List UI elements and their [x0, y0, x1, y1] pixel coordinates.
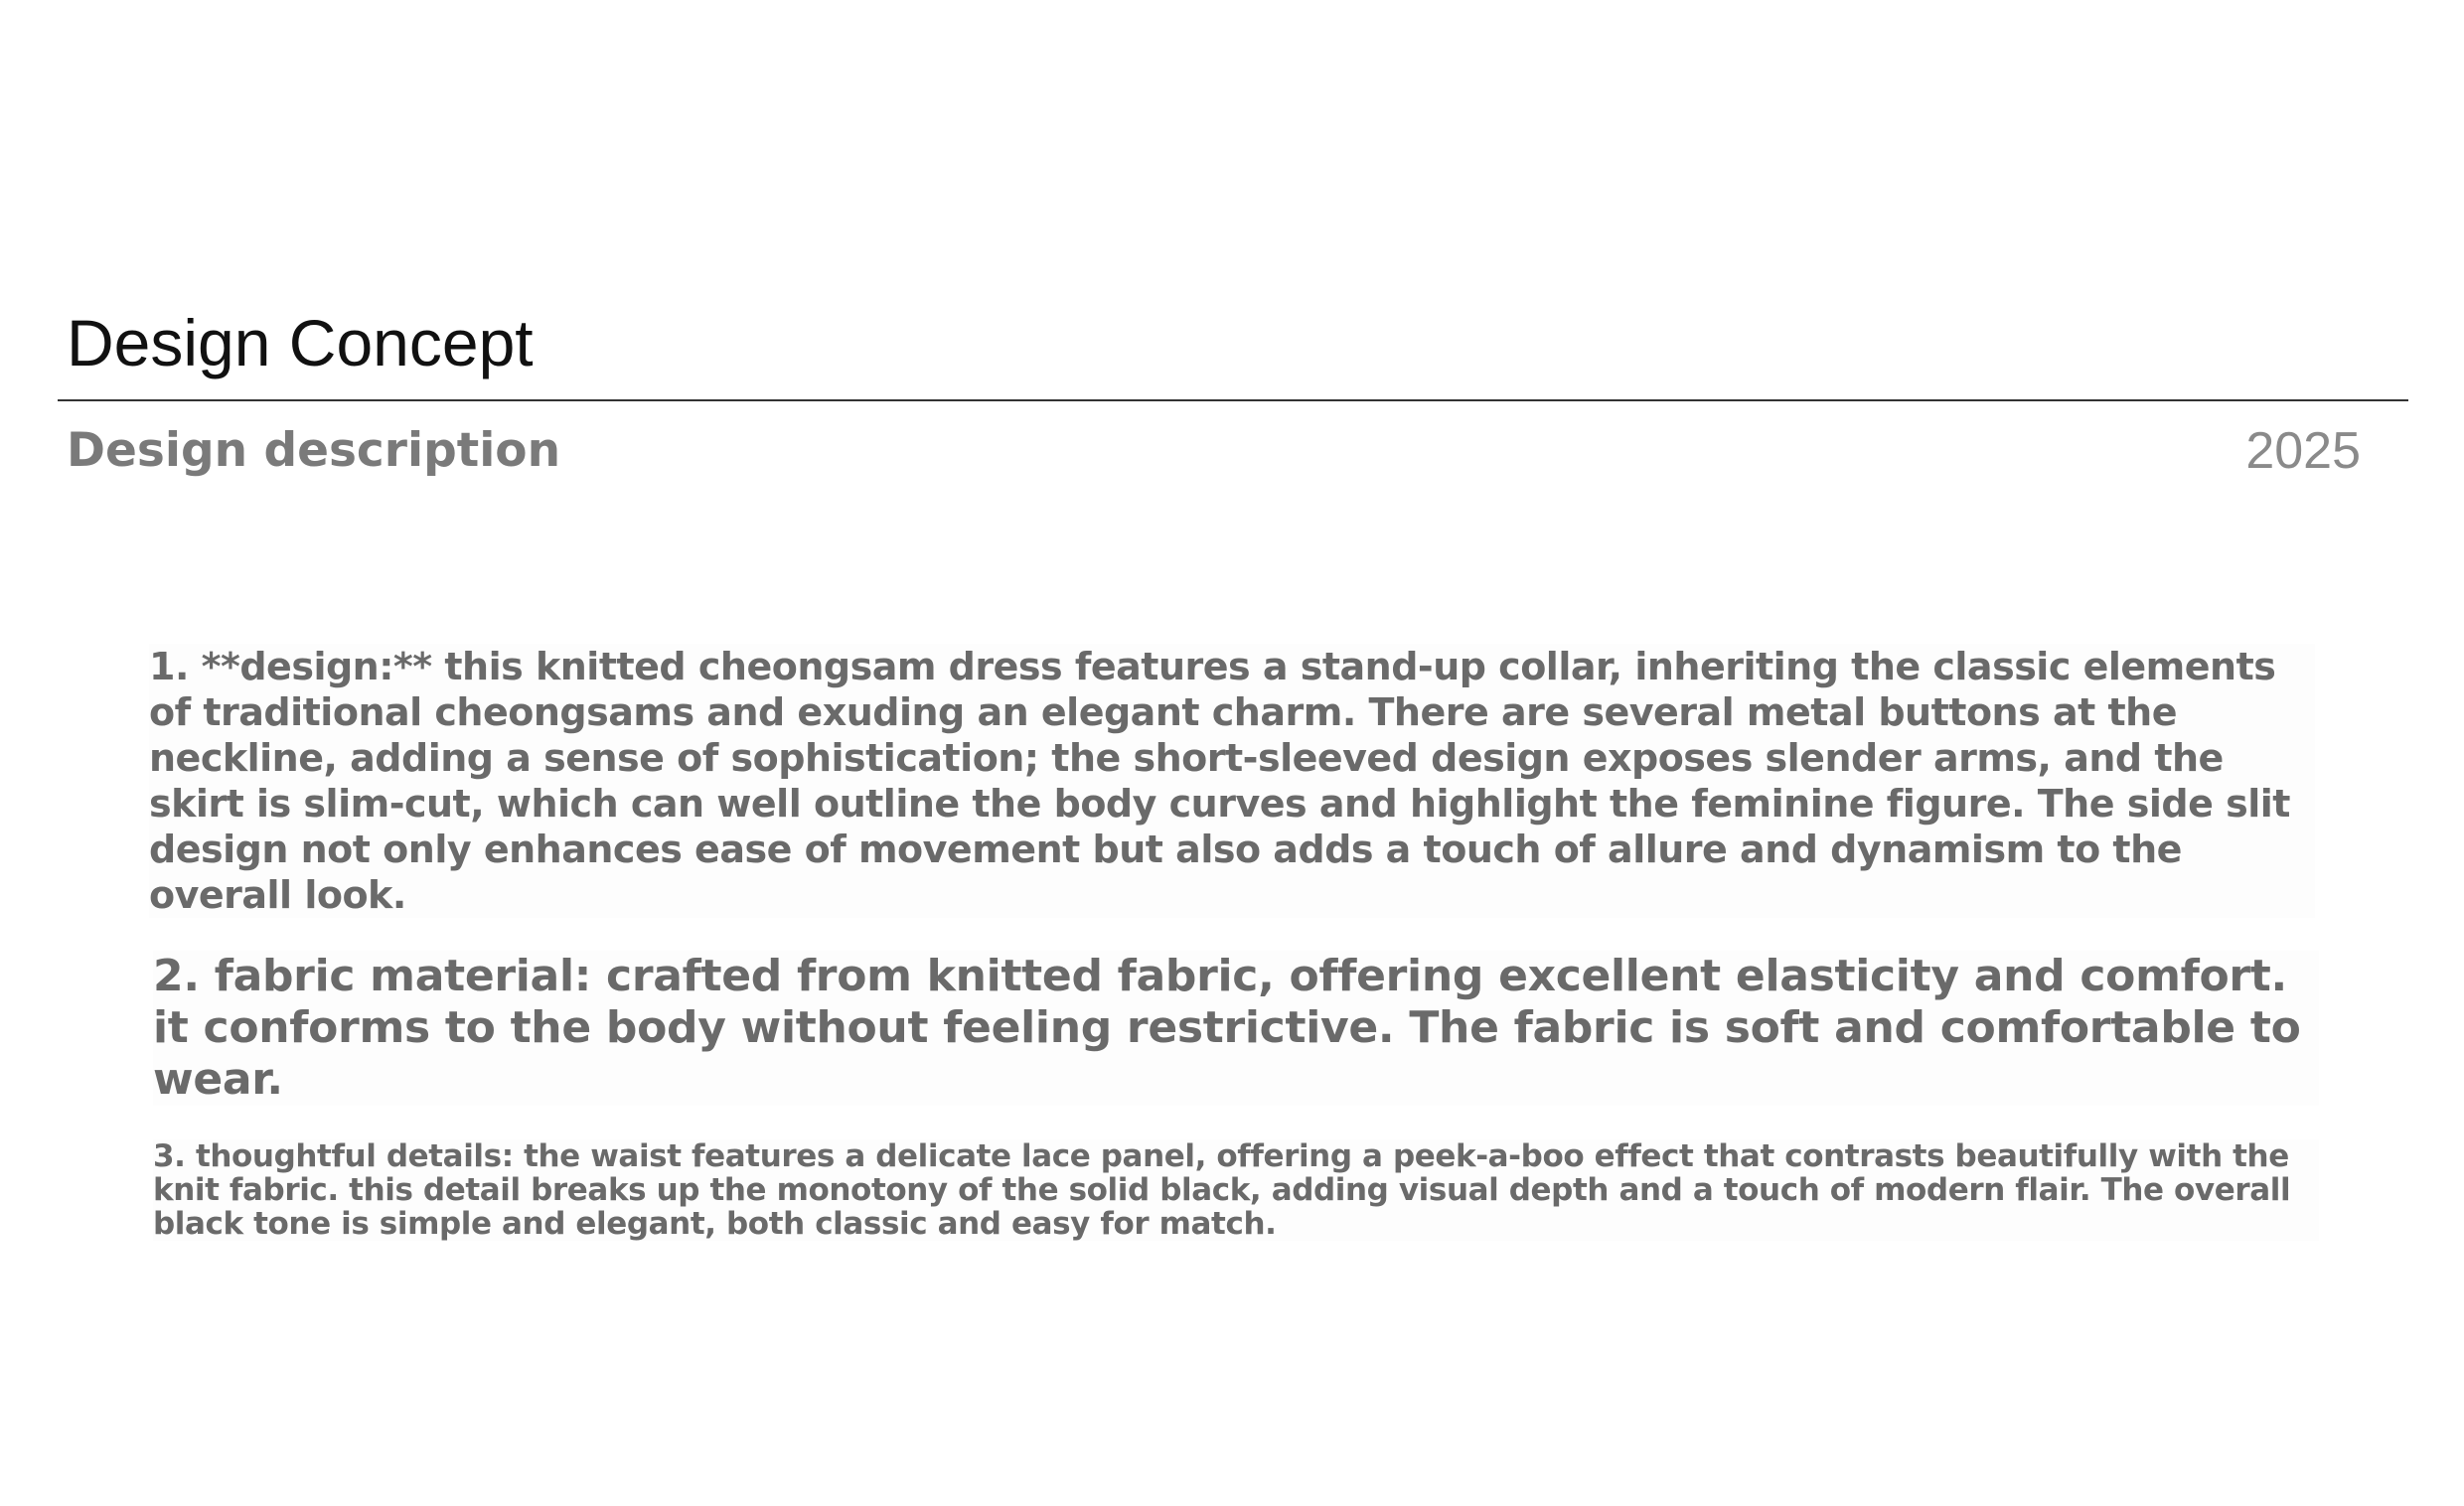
design-paragraph: 1. **design:** this knitted cheongsam dress features a stand-up collar, inheriting the classic elements of traditional cheongsams and exuding an elegant charm. There are several metal buttons at the neckline, adding a sense of sophistication; the short-sleeved design exposes slender arms, and the skirt is slim-cut, which can well outline the body curves and highlight the feminine figure. The side slit design not only enhances ease of movement but also adds a touch of allure and dynamism to the overall look. — [149, 644, 2315, 918]
thoughtful-details-paragraph: 3. thoughtful details: the waist features a delicate lace panel, offering a peek-a-boo effect that contrasts beautifully with the knit fabric. this detail breaks up the monotony of the solid black, adding visual depth and a touch of modern flair. The overall black tone is simple and elegant, both classic and easy for match. — [153, 1139, 2319, 1241]
fabric-material-paragraph: 2. fabric material: crafted from knitted fabric, offering excellent elasticity and comfort. it conforms to the body without feeling restrictive. The fabric is soft and comfortable to wear. — [153, 951, 2319, 1106]
section-subtitle: Design description — [67, 423, 561, 478]
year-label: 2025 — [2245, 422, 2361, 480]
title-divider — [58, 399, 2408, 401]
page-title: Design Concept — [67, 306, 534, 379]
